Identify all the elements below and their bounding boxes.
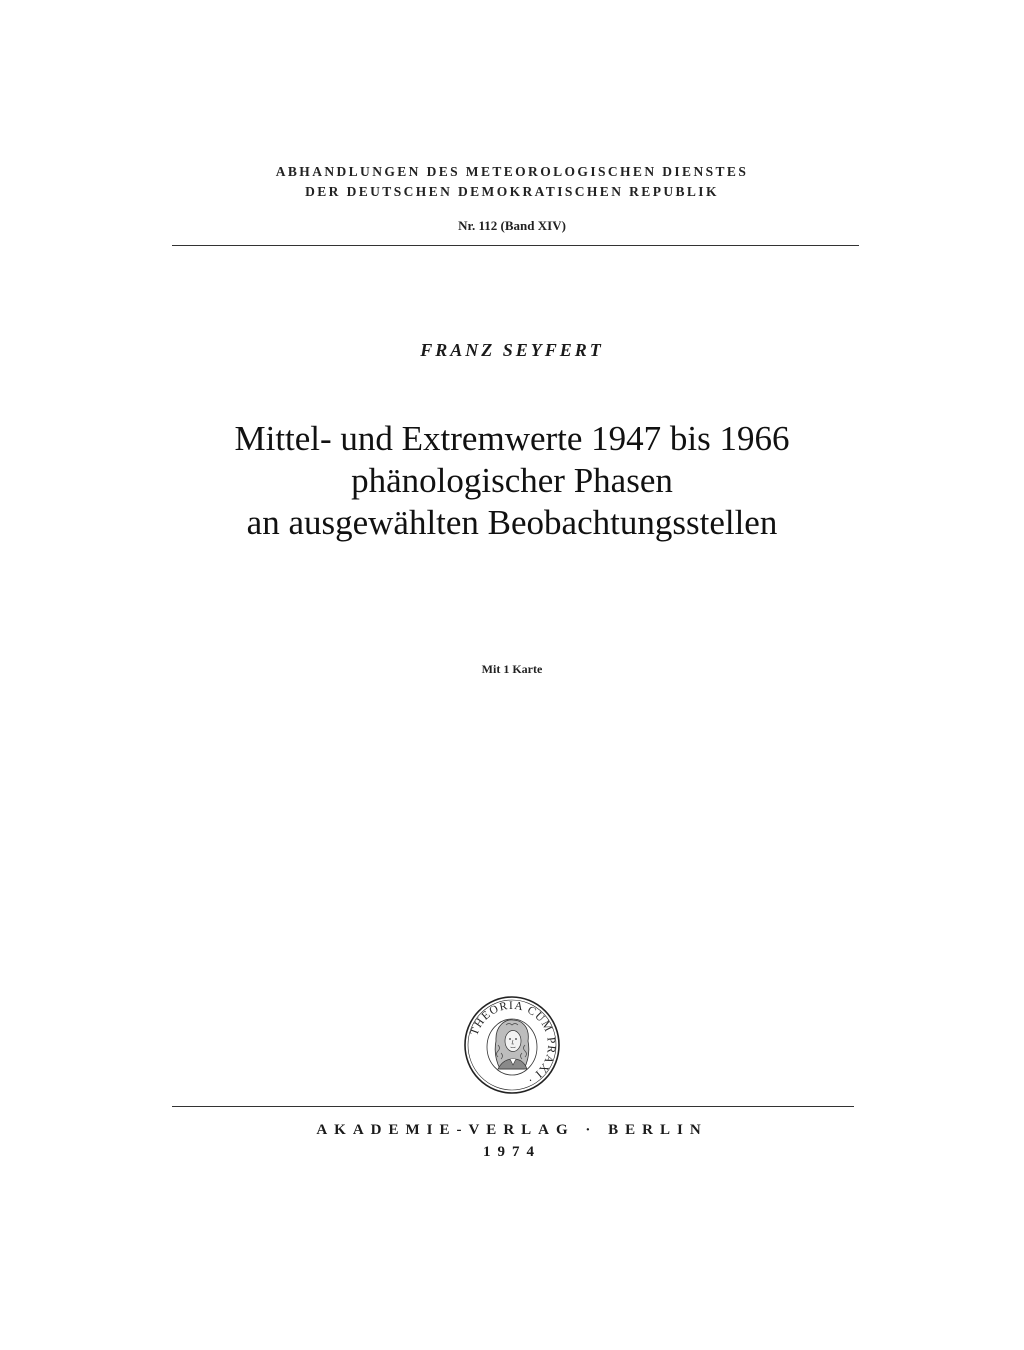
publication-year: 1974: [483, 1144, 541, 1160]
author-name: FRANZ SEYFERT: [420, 340, 604, 360]
supplement-note: Mit 1 Karte: [481, 662, 543, 676]
svg-text:THEORIA CUM PRAXI ·: THEORIA CUM PRAXI ·: [468, 999, 558, 1087]
publisher-seal-icon: [462, 995, 562, 1095]
book-title: [0, 418, 1024, 544]
title-line-2: phänologischer Phasen: [351, 461, 673, 500]
publisher-name: AKADEMIE-VERLAG · BERLIN: [316, 1122, 708, 1138]
bottom-divider: [172, 1106, 854, 1107]
series-title-line-2: DER DEUTSCHEN DEMOKRATISCHEN REPUBLIK: [305, 184, 719, 199]
series-title-line-1: ABHANDLUNGEN DES METEOROLOGISCHEN DIENSTES: [275, 164, 749, 179]
title-line-1: Mittel- und Extremwerte 1947 bis 1966: [234, 419, 790, 458]
top-divider: [172, 245, 859, 246]
issue-number: Nr. 112 (Band XIV): [458, 218, 566, 233]
title-line-3: an ausgewählten Beobachtungsstellen: [246, 503, 778, 542]
